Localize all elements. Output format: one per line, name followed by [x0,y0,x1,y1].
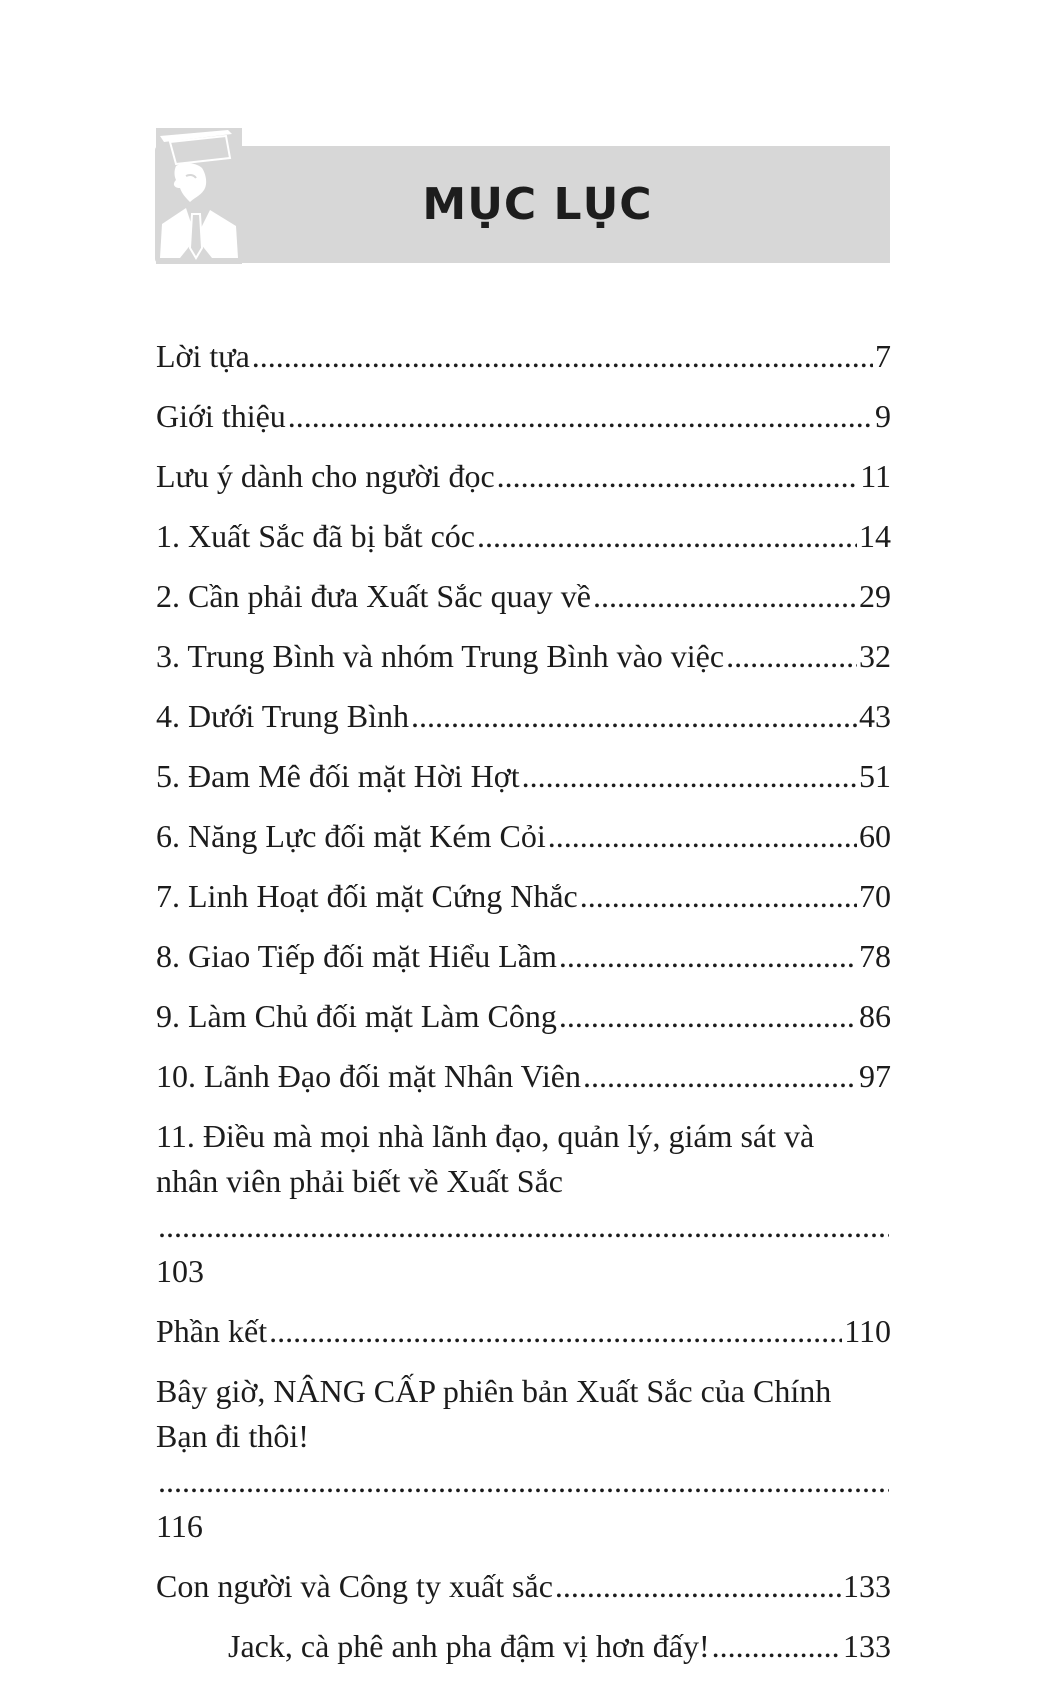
toc-entry-label-line1: 11. Điều mà mọi nhà lãnh đạo, quản lý, giám sát và [156,1118,815,1154]
toc-entry-label: 10. Lãnh Đạo đối mặt Nhân Viên [156,1058,581,1094]
toc-entry-label: 1. Xuất Sắc đã bị bắt cóc [156,518,475,554]
toc-entry-page: 51 [859,758,891,794]
toc-entry [156,514,891,559]
toc-entry-label: 3. Trung Bình và nhóm Trung Bình vào việc [156,638,725,674]
toc-entry [156,1564,891,1609]
toc-entry-label: 5. Đam Mê đối mặt Hời Hợt [156,758,520,794]
toc-entry [156,874,891,919]
toc-entry-label: Jack, cà phê anh pha đậm vị hơn đấy! [228,1628,710,1664]
dot-leader [411,694,857,739]
dot-leader [593,574,857,619]
toc-entry-label: 8. Giao Tiếp đối mặt Hiểu Lầm [156,938,557,974]
toc-entry-label: 7. Linh Hoạt đối mặt Cứng Nhắc [156,878,578,914]
dot-leader [158,1459,889,1504]
toc-entry-page: 14 [859,518,891,554]
toc-entry-page: 133 [843,1628,891,1664]
page-title: MỤC LỤC [422,179,653,230]
toc-entry-label: 9. Làm Chủ đối mặt Làm Công [156,998,557,1034]
toc-entry [156,1309,891,1354]
toc-entry [156,754,891,799]
table-of-contents [156,334,891,1684]
toc-entry-page: 70 [859,878,891,914]
toc-entry-label: 4. Dưới Trung Bình [156,698,409,734]
toc-entry-page: 78 [859,938,891,974]
toc-entry-page: 32 [859,638,891,674]
toc-entry [156,934,891,979]
dot-leader [158,1204,889,1249]
toc-entry-label: Phần kết [156,1313,268,1349]
toc-entry [156,814,891,859]
toc-entry-page: 43 [859,698,891,734]
dot-leader [712,1624,841,1669]
toc-entry [156,634,891,679]
toc-entry [156,394,891,439]
dot-leader [522,754,857,799]
toc-entry [156,694,891,739]
toc-entry-page: 29 [859,578,891,614]
dot-leader [497,454,859,499]
toc-entry-label: Lời tựa [156,338,250,374]
toc-entry [156,1369,891,1549]
toc-entry-page: 86 [859,998,891,1034]
dot-leader [580,874,857,919]
toc-entry-page: 60 [859,818,891,854]
toc-entry-page: 133 [843,1568,891,1604]
toc-entry-label: Con người và Công ty xuất sắc [156,1568,553,1604]
dot-leader [726,634,857,679]
toc-entry-label-line1: Bây giờ, NÂNG CẤP phiên bản Xuất Sắc của Chính [156,1373,832,1409]
toc-entry-label: 6. Năng Lực đối mặt Kém Cỏi [156,818,546,854]
dot-leader [559,994,857,1039]
toc-entry-label: 2. Cần phải đưa Xuất Sắc quay về [156,578,591,614]
toc-entry-label: Bạn đi thôi! [156,1418,309,1454]
toc-entry-label: Lưu ý dành cho người đọc [156,458,495,494]
toc-entry-page: 9 [875,398,891,434]
toc-entry [156,454,891,499]
dot-leader [583,1054,857,1099]
toc-entry-page: 7 [875,338,891,374]
dot-leader [252,334,873,379]
toc-entry [156,334,891,379]
toc-entry-label: Giới thiệu [156,398,286,434]
toc-entry-page: 103 [156,1253,204,1289]
toc-entry [156,994,891,1039]
dot-leader [477,514,857,559]
dot-leader [559,934,857,979]
toc-entry-page: 97 [859,1058,891,1094]
dot-leader [288,394,873,439]
toc-entry-page: 116 [156,1508,203,1544]
toc-entry [156,1624,891,1669]
toc-entry [156,574,891,619]
dot-leader [548,814,857,859]
toc-entry-label: nhân viên phải biết về Xuất Sắc [156,1163,563,1199]
dot-leader [269,1309,842,1354]
toc-entry-page: 11 [860,458,891,494]
toc-entry-page: 110 [844,1313,891,1349]
toc-entry [156,1114,891,1294]
dot-leader [555,1564,841,1609]
toc-entry [156,1054,891,1099]
